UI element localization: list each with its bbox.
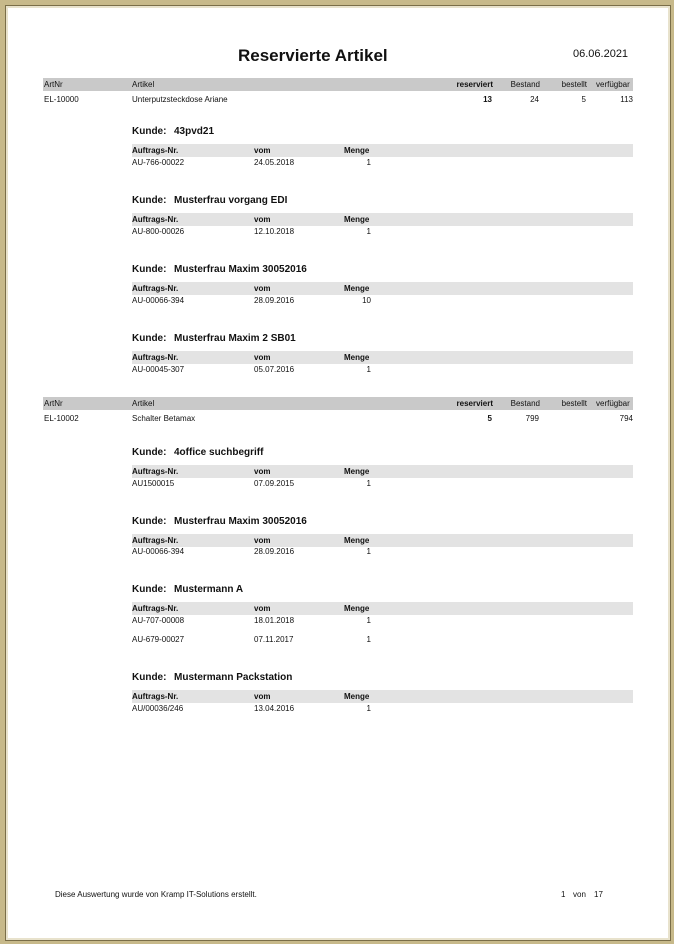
order-col-vom: vom [254,536,271,545]
order-date: 18.01.2018 [254,616,295,625]
report-date: 06.06.2021 [573,48,629,60]
customer-name: Musterfrau Maxim 30052016 [174,516,307,527]
order-col-menge: Menge [344,215,370,224]
order-col-menge: Menge [344,284,370,293]
order-col-vom: vom [254,467,271,476]
order-col-auftrag: Auftrags-Nr. [132,284,179,293]
order-date: 13.04.2016 [254,704,295,713]
order-date: 12.10.2018 [254,227,295,236]
order-col-menge: Menge [344,692,370,701]
order-nr: AU-800-00026 [132,227,185,236]
order-col-vom: vom [254,146,271,155]
article-reserviert: 5 [487,414,492,423]
order-date: 24.05.2018 [254,158,295,167]
order-header-bar [132,144,633,157]
order-header-bar [132,351,633,364]
article-reserviert: 13 [483,95,492,104]
order-date: 05.07.2016 [254,365,295,374]
order-col-vom: vom [254,353,271,362]
order-date: 28.09.2016 [254,296,295,305]
order-col-vom: vom [254,215,271,224]
customer-name: Mustermann A [174,584,244,595]
col-header-artikel: Artikel [132,80,155,89]
order-col-menge: Menge [344,467,370,476]
article-bestellt: 5 [581,95,586,104]
order-qty: 1 [366,635,371,644]
order-date: 07.11.2017 [254,635,294,644]
order-qty: 1 [366,158,371,167]
page-of-label: von [573,890,586,899]
order-header-bar [132,534,633,547]
customer-name: 43pvd21 [174,126,215,137]
article-verfuegbar: 113 [620,95,633,104]
customer-prefix: Kunde: [132,584,167,595]
order-col-auftrag: Auftrags-Nr. [132,536,179,545]
order-col-vom: vom [254,692,271,701]
col-header-verfuegbar: verfügbar [596,399,630,408]
order-nr: AU1500015 [132,479,175,488]
col-header-bestellt: bestellt [561,399,587,408]
order-col-auftrag: Auftrags-Nr. [132,604,179,613]
order-qty: 1 [366,365,371,374]
customer-prefix: Kunde: [132,264,167,275]
order-nr: AU-00066-394 [132,296,185,305]
order-col-menge: Menge [344,604,370,613]
order-qty: 1 [366,704,371,713]
order-header-bar [132,465,633,478]
customer-name: Musterfrau Maxim 2 SB01 [174,333,296,344]
order-col-auftrag: Auftrags-Nr. [132,467,179,476]
col-header-artikel: Artikel [132,399,155,408]
customer-name: Musterfrau Maxim 30052016 [174,264,307,275]
order-header-bar [132,282,633,295]
order-qty: 1 [366,547,371,556]
order-nr: AU-707-00008 [132,616,185,625]
order-qty: 1 [366,616,371,625]
order-header-bar [132,213,633,226]
order-nr: AU/00036/246 [132,704,184,713]
customer-name: Musterfrau vorgang EDI [174,195,288,206]
customer-name: 4office suchbegriff [174,447,264,458]
customer-prefix: Kunde: [132,516,167,527]
order-col-auftrag: Auftrags-Nr. [132,353,179,362]
order-date: 28.09.2016 [254,547,295,556]
order-nr: AU-679-00027 [132,635,185,644]
order-qty: 10 [362,296,371,305]
order-col-vom: vom [254,284,271,293]
order-col-auftrag: Auftrags-Nr. [132,146,179,155]
order-col-vom: vom [254,604,271,613]
article-name: Schalter Betamax [132,414,196,423]
col-header-artnr: ArtNr [44,399,63,408]
customer-prefix: Kunde: [132,672,167,683]
article-name: Unterputzsteckdose Ariane [132,95,228,104]
customer-name: Mustermann Packstation [174,672,293,683]
col-header-reserviert: reserviert [456,80,493,89]
col-header-artnr: ArtNr [44,80,63,89]
col-header-bestellt: bestellt [561,80,587,89]
order-nr: AU-00045-307 [132,365,185,374]
customer-prefix: Kunde: [132,333,167,344]
customer-prefix: Kunde: [132,195,167,206]
article-bestand: 799 [525,414,539,423]
order-col-menge: Menge [344,536,370,545]
order-qty: 1 [366,479,371,488]
article-bestand: 24 [530,95,539,104]
page-number: 1 [561,890,566,899]
article-artnr: EL-10000 [44,95,79,104]
order-col-auftrag: Auftrags-Nr. [132,692,179,701]
order-qty: 1 [366,227,371,236]
order-header-bar [132,690,633,703]
order-nr: AU-766-00022 [132,158,185,167]
customer-prefix: Kunde: [132,447,167,458]
col-header-reserviert: reserviert [456,399,493,408]
article-artnr: EL-10002 [44,414,79,423]
footer-text: Diese Auswertung wurde von Kramp IT-Solutions erstellt. [55,890,257,899]
order-header-bar [132,602,633,615]
order-date: 07.09.2015 [254,479,295,488]
order-col-menge: Menge [344,146,370,155]
order-col-auftrag: Auftrags-Nr. [132,215,179,224]
col-header-bestand: Bestand [510,399,540,408]
col-header-bestand: Bestand [510,80,540,89]
customer-prefix: Kunde: [132,126,167,137]
report-title: Reservierte Artikel [238,46,388,65]
order-nr: AU-00066-394 [132,547,185,556]
col-header-verfuegbar: verfügbar [596,80,630,89]
page-total: 17 [594,890,603,899]
article-verfuegbar: 794 [619,414,633,423]
report-page [5,5,671,941]
order-col-menge: Menge [344,353,370,362]
